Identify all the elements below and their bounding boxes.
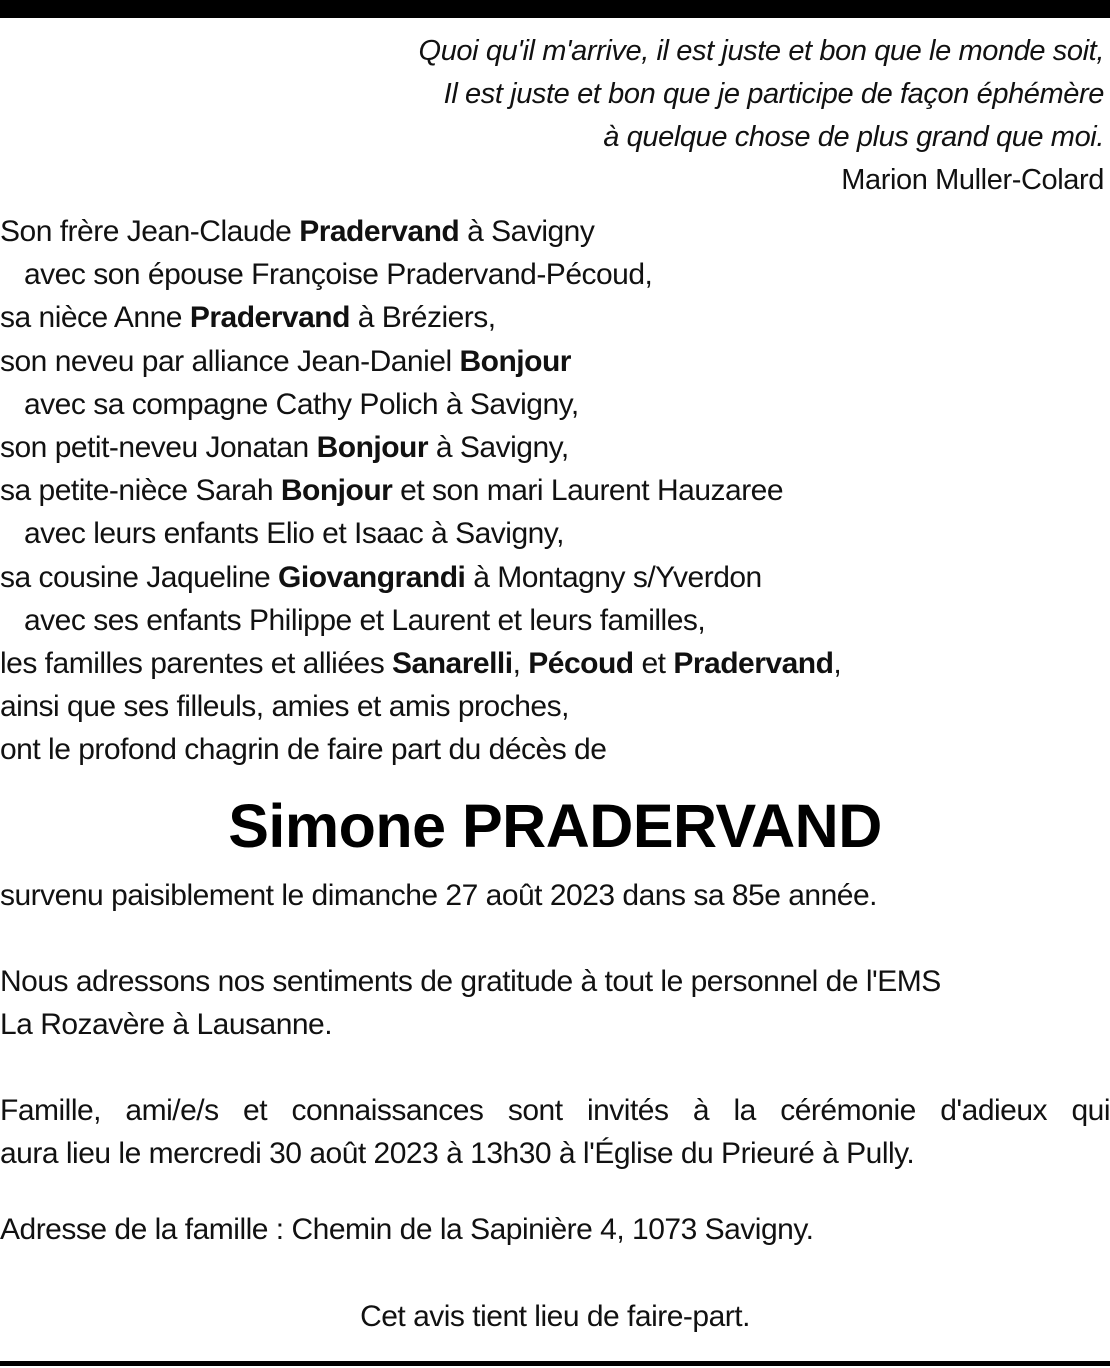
surname: Bonjour bbox=[280, 474, 393, 508]
family-line bbox=[0, 210, 841, 253]
text: à Savigny, bbox=[428, 431, 569, 465]
death-notice: survenu paisiblement le dimanche 27 août 2023 dans sa 85e année. bbox=[0, 879, 877, 912]
ceremony-paragraph bbox=[0, 1089, 1110, 1175]
ceremony-line: aura lieu le mercredi 30 août 2023 à 13h30 à l'Église du Prieuré à Pully. bbox=[0, 1137, 915, 1170]
ceremony-line: Famille, ami/e/s et connaissances sont invités à la cérémonie d'adieux qui bbox=[0, 1094, 1110, 1127]
family-address: Adresse de la famille : Chemin de la Sapinière 4, 1073 Savigny. bbox=[0, 1213, 814, 1246]
family-line: avec ses enfants Philippe et Laurent et leurs familles, bbox=[24, 603, 706, 637]
top-border-rule bbox=[0, 0, 1110, 18]
gratitude-line: Nous adressons nos sentiments de gratitude à tout le personnel de l'EMS bbox=[0, 965, 941, 998]
text: son petit-neveu Jonatan bbox=[0, 431, 317, 465]
family-line: avec sa compagne Cathy Polich à Savigny, bbox=[24, 387, 579, 421]
surname: Pradervand bbox=[299, 215, 460, 248]
family-line bbox=[0, 556, 841, 599]
text: et bbox=[633, 647, 674, 681]
text: sa petite-nièce Sarah bbox=[0, 474, 281, 508]
family-line bbox=[0, 469, 841, 512]
quote-author: Marion Muller-Colard bbox=[841, 164, 1104, 196]
family-line bbox=[0, 426, 841, 469]
surname: Giovangrandi bbox=[278, 560, 466, 594]
bottom-border-rule bbox=[0, 1361, 1110, 1366]
quote-line: Quoi qu'il m'arrive, il est juste et bon que le monde soit, bbox=[418, 35, 1104, 67]
family-announcement bbox=[0, 210, 841, 772]
surname: Sanarelli bbox=[392, 647, 513, 681]
deceased-name: Simone PRADERVAND bbox=[228, 792, 882, 860]
family-line: ainsi que ses filleuls, amies et amis proches, bbox=[0, 690, 569, 724]
quote-line: Il est juste et bon que je participe de façon éphémère bbox=[443, 78, 1104, 110]
text: à Bréziers, bbox=[349, 301, 496, 335]
text: son neveu par alliance Jean-Daniel bbox=[0, 344, 460, 378]
gratitude-line: La Rozavère à Lausanne. bbox=[0, 1008, 333, 1041]
text: sa nièce Anne bbox=[0, 301, 190, 335]
surname: Pradervand bbox=[189, 301, 350, 335]
text: et son mari Laurent Hauzaree bbox=[392, 474, 784, 508]
text: les familles parentes et alliées bbox=[0, 647, 393, 681]
text: à Montagny s/Yverdon bbox=[465, 560, 762, 594]
family-line: ont le profond chagrin de faire part du décès de bbox=[0, 733, 607, 767]
family-line: avec leurs enfants Elio et Isaac à Savigny, bbox=[24, 517, 564, 551]
surname: Bonjour bbox=[459, 344, 571, 378]
text: sa cousine Jaqueline bbox=[0, 560, 279, 594]
surname: Pécoud bbox=[528, 647, 634, 681]
text: à Savigny bbox=[459, 215, 595, 248]
text: , bbox=[833, 647, 842, 681]
quote-line: à quelque chose de plus grand que moi. bbox=[603, 121, 1104, 153]
family-line bbox=[0, 296, 841, 339]
surname: Bonjour bbox=[316, 431, 429, 465]
gratitude-paragraph bbox=[0, 960, 941, 1046]
surname: Pradervand bbox=[673, 647, 834, 681]
family-line bbox=[0, 642, 841, 685]
family-line: avec son épouse Françoise Pradervand-Pécoud, bbox=[24, 258, 653, 292]
family-line bbox=[0, 340, 841, 383]
epigraph-quote bbox=[419, 30, 1104, 202]
text: , bbox=[512, 647, 529, 681]
text: Son frère Jean-Claude bbox=[0, 215, 300, 248]
closing-note: Cet avis tient lieu de faire-part. bbox=[360, 1300, 750, 1333]
